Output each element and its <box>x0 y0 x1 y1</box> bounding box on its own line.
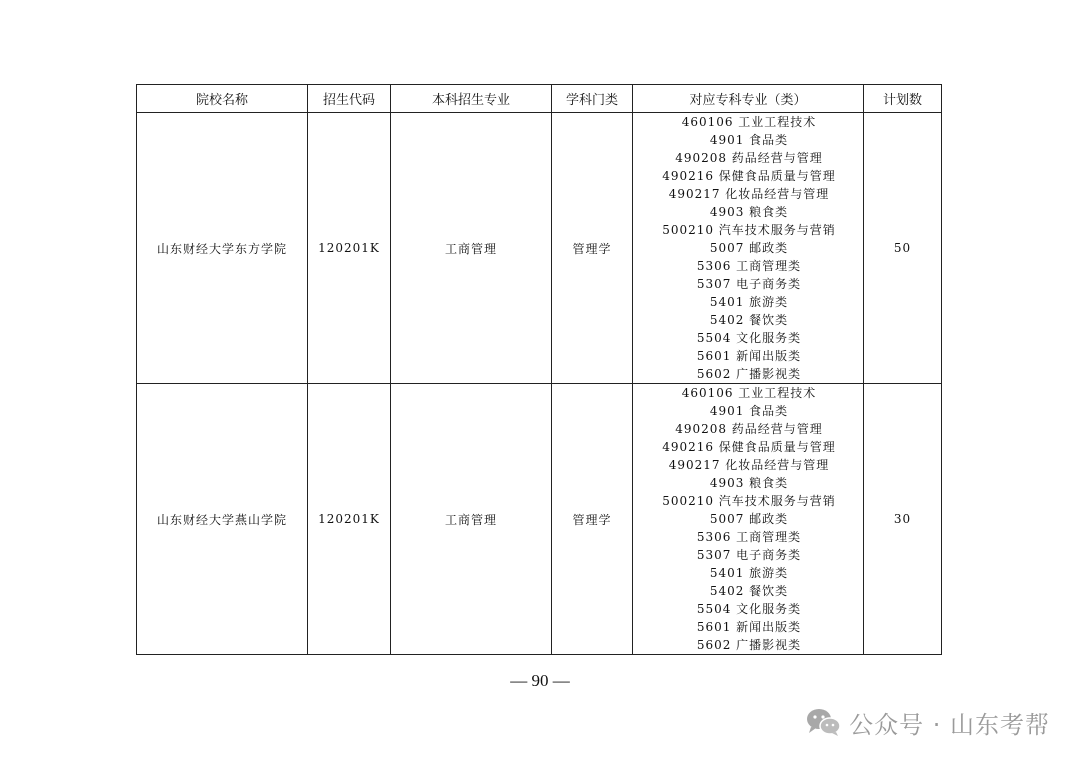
related-major-item: 5601 新闻出版类 <box>696 620 802 634</box>
header-code: 招生代码 <box>308 85 391 113</box>
page-number: — 90 — <box>510 671 570 690</box>
related-major-item: 5306 工商管理类 <box>696 259 802 273</box>
code-cell: 120201K <box>308 384 391 655</box>
header-school: 院校名称 <box>137 85 308 113</box>
document-page <box>136 84 941 655</box>
related-major-item: 5402 餐饮类 <box>709 313 789 327</box>
related-major-item: 5504 文化服务类 <box>696 602 802 616</box>
related-major-item: 4901 食品类 <box>709 404 789 418</box>
related-major-item: 500210 汽车技术服务与营销 <box>662 494 836 508</box>
table-row <box>137 384 942 655</box>
header-plan: 计划数 <box>864 85 942 113</box>
wechat-icon <box>805 707 841 737</box>
related-major-item: 4903 粮食类 <box>709 476 789 490</box>
plan-cell: 50 <box>864 113 942 384</box>
related-major-item: 4901 食品类 <box>709 133 789 147</box>
watermark <box>805 702 1050 742</box>
related-major-item: 5601 新闻出版类 <box>696 349 802 363</box>
related-major-item: 5307 电子商务类 <box>696 548 802 562</box>
related-major-item: 5402 餐饮类 <box>709 584 789 598</box>
watermark-text: 公众号 · 山东考帮 <box>849 710 1050 739</box>
related-major-item: 490208 药品经营与管理 <box>675 422 823 436</box>
related-major-item: 500210 汽车技术服务与营销 <box>662 223 836 237</box>
major-cell: 工商管理 <box>391 384 552 655</box>
header-discipline: 学科门类 <box>552 85 633 113</box>
related-major-item: 460106 工业工程技术 <box>681 115 817 129</box>
header-major: 本科招生专业 <box>391 85 552 113</box>
related-major-item: 5007 邮政类 <box>709 512 789 526</box>
school-cell: 山东财经大学燕山学院 <box>137 384 308 655</box>
related-major-item: 460106 工业工程技术 <box>681 386 817 400</box>
related-major-item: 5602 广播影视类 <box>696 638 802 652</box>
related-major-item: 490216 保健食品质量与管理 <box>662 169 836 183</box>
related-major-item: 490208 药品经营与管理 <box>675 151 823 165</box>
major-cell: 工商管理 <box>391 113 552 384</box>
related-majors-cell <box>633 384 864 655</box>
school-cell: 山东财经大学东方学院 <box>137 113 308 384</box>
discipline-cell: 管理学 <box>552 384 633 655</box>
plan-cell: 30 <box>864 384 942 655</box>
related-major-item: 5007 邮政类 <box>709 241 789 255</box>
related-major-item: 5504 文化服务类 <box>696 331 802 345</box>
related-major-item: 490217 化妆品经营与管理 <box>668 458 830 472</box>
related-major-item: 490216 保健食品质量与管理 <box>662 440 836 454</box>
code-cell: 120201K <box>308 113 391 384</box>
table-header-row <box>137 85 942 113</box>
related-major-item: 5602 广播影视类 <box>696 367 802 381</box>
related-major-item: 5401 旅游类 <box>709 566 789 580</box>
header-related-majors: 对应专科专业（类） <box>633 85 864 113</box>
discipline-cell: 管理学 <box>552 113 633 384</box>
related-major-item: 5401 旅游类 <box>709 295 789 309</box>
related-majors-cell <box>633 113 864 384</box>
related-major-item: 5306 工商管理类 <box>696 530 802 544</box>
related-major-item: 490217 化妆品经营与管理 <box>668 187 830 201</box>
table-row <box>137 113 942 384</box>
related-major-item: 4903 粮食类 <box>709 205 789 219</box>
admission-table <box>136 84 942 655</box>
related-major-item: 5307 电子商务类 <box>696 277 802 291</box>
